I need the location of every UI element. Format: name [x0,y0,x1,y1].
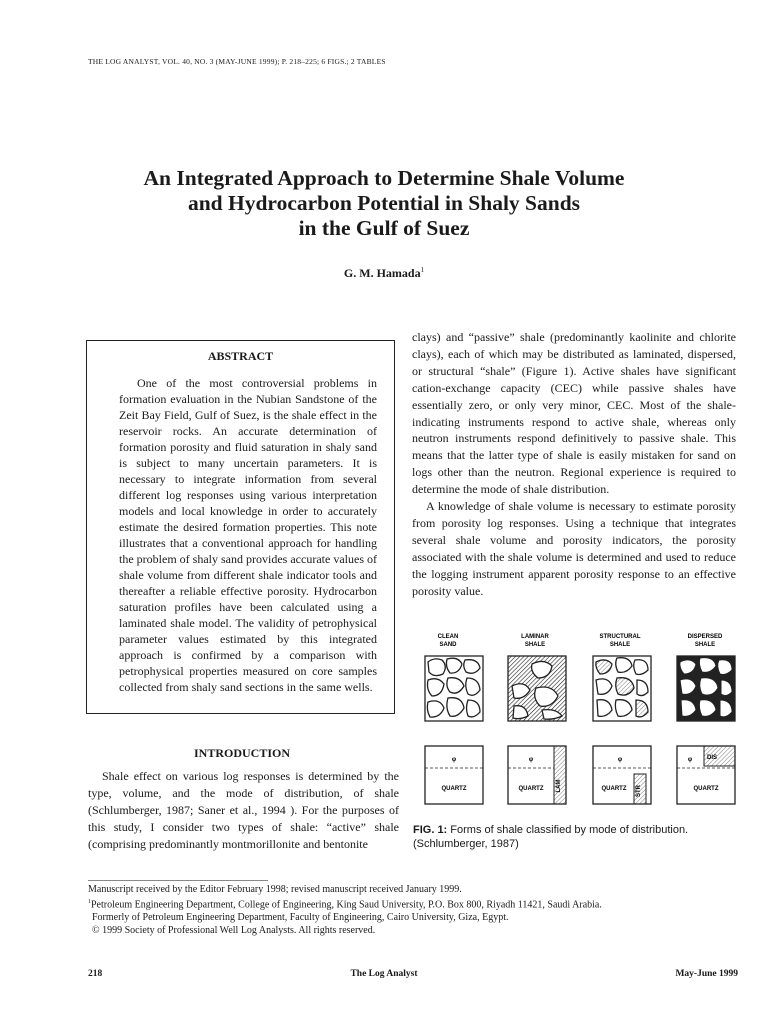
structural-shale-grains [593,656,651,721]
footnote-received: Manuscript received by the Editor February 1998; revised manuscript received January 1999. [88,884,462,895]
shale-tag: DIS [706,755,718,761]
panel-label: LAMINAR [521,634,549,640]
figure-caption-text: Forms of shale classified by mode of distribution. (Schlumberger, 1987) [413,824,689,850]
affiliation-mark: 1 [88,899,91,905]
panel-label: CLEAN [437,634,459,640]
abstract-box [86,340,395,714]
journal-name: The Log Analyst [350,969,418,979]
quartz-label: QUARTZ [693,786,719,792]
author-line [0,266,768,281]
footnotes [88,883,748,937]
footnote-copyright: © 1999 Society of Professional Well Log Analysts. All rights reserved. [92,925,376,937]
panel-label: SHALE [694,642,716,648]
figure-1 [412,628,742,828]
panel-label: DISPERSED [687,634,723,640]
abstract-body [119,375,377,695]
author-footnote-mark: 1 [420,266,425,274]
introduction-text: Shale effect on various log responses is determined by the type, volume, and the mode of distribution, of shale (Schlumberger, 1987; Saner et al., 1994 ). For the purposes of this study, I consider two types of shale: “active” shale (comprising predominantly montmorillonite and bentonite [88,769,399,851]
title-line: and Hydrocarbon Potential in Shaly Sands [187,191,581,215]
figure-caption-label: FIG. 1: [413,824,448,836]
volume-model-dispersed [677,746,735,804]
paragraph: clays) and “passive” shale (predominantly kaolinite and chlorite clays), each of which may be distributed as laminated, dispersed, or structural “shale” (Figure 1). Active shales have significant cation-exchange capacity (CEC) while passive shales have essentially zero, or only very minor, CEC. Most of the shale-indicating instruments respond to active shale, whereas only neutron instruments respond definitively to passive shale. This means that the latter type of shale is easily mistaken for sand on logs other than the neutron. Regional experience is required to determine the mode of shale distribution. [412,330,736,497]
panel-label: SAND [439,642,457,648]
introduction-body [88,768,399,853]
quartz-label: QUARTZ [441,786,467,792]
paper-title [60,166,708,241]
volume-model-clean [425,746,483,804]
figure-caption [413,823,743,851]
panel-label: SHALE [524,642,546,648]
right-column-text [412,329,736,600]
abstract-heading: ABSTRACT [207,349,274,363]
paragraph: A knowledge of shale volume is necessary to estimate porosity from porosity log responses. Using a technique that integrates several shale volume and porosity indicators, the porosity associated with the shale volume is determined and used to reduce the logging instrument apparent porosity response to an effective porosity value. [412,499,736,598]
dispersed-shale-grains [677,656,735,721]
shale-tag: STR [636,785,642,797]
affiliation-text: Petroleum Engineering Department, College of Engineering, King Saud University, P.O. Box 800, Riyadh 11421, Saudi Arabia. [91,899,602,911]
author-name: G. M. Hamada [343,266,421,280]
quartz-label: QUARTZ [518,786,544,792]
panel-label: SHALE [609,642,631,648]
figure-1-drawing [412,628,742,828]
clean-sand-grains [425,656,483,721]
page-number: 218 [88,969,103,979]
laminar-shale-grains [508,656,566,721]
title-line: in the Gulf of Suez [298,216,470,240]
shale-tag: LAM [556,779,562,793]
quartz-label: QUARTZ [601,786,627,792]
running-head: THE LOG ANALYST, VOL. 40, NO. 3 (MAY-JUNE 1999); P. 218–225; 6 FIGS.; 2 TABLES [88,57,386,66]
issue-date: May-June 1999 [675,969,738,979]
volume-model-laminar [508,746,566,804]
porosity-symbol: φ [617,757,623,763]
volume-model-structural [593,746,651,804]
porosity-symbol: φ [687,757,693,763]
title-line: An Integrated Approach to Determine Shale Volume [143,166,625,190]
introduction-heading: INTRODUCTION [193,746,290,760]
footnote-formerly: Formerly of Petroleum Engineering Department, Faculty of Engineering, Cairo University, Giza, Egypt. [92,912,509,924]
footnote-rule [88,880,268,881]
footnote-affiliation [88,896,748,911]
abstract-text: One of the most controversial problems in formation evaluation in the Nubian Sandstone of the Zeit Bay Field, Gulf of Suez, is the shale effect in the reservoir rocks. An accurate determination of formation porosity and fluid saturation in shaly sand is subject to many uncertain parameters. It is necessary to integrate information from several different log responses using various interpretation models and local knowledge in order to accurately estimate the desired formation properties. This note illustrates that a conventional approach for handling the problem of shaly sand provides accurate values of shale volume from different shale indicator tools and thereafter a reliable effective porosity. Hydrocarbon saturation profiles have been calculated using a laminated shale model. The validity of petrophysical parameter values estimated by this integrated approach is confirmed by a comparison with petrophysical properties measured on core samples collected from shaly sand sections in the same wells. [119,376,377,694]
porosity-symbol: φ [451,757,457,763]
porosity-symbol: φ [528,757,534,763]
panel-label: STRUCTURAL [599,634,641,640]
